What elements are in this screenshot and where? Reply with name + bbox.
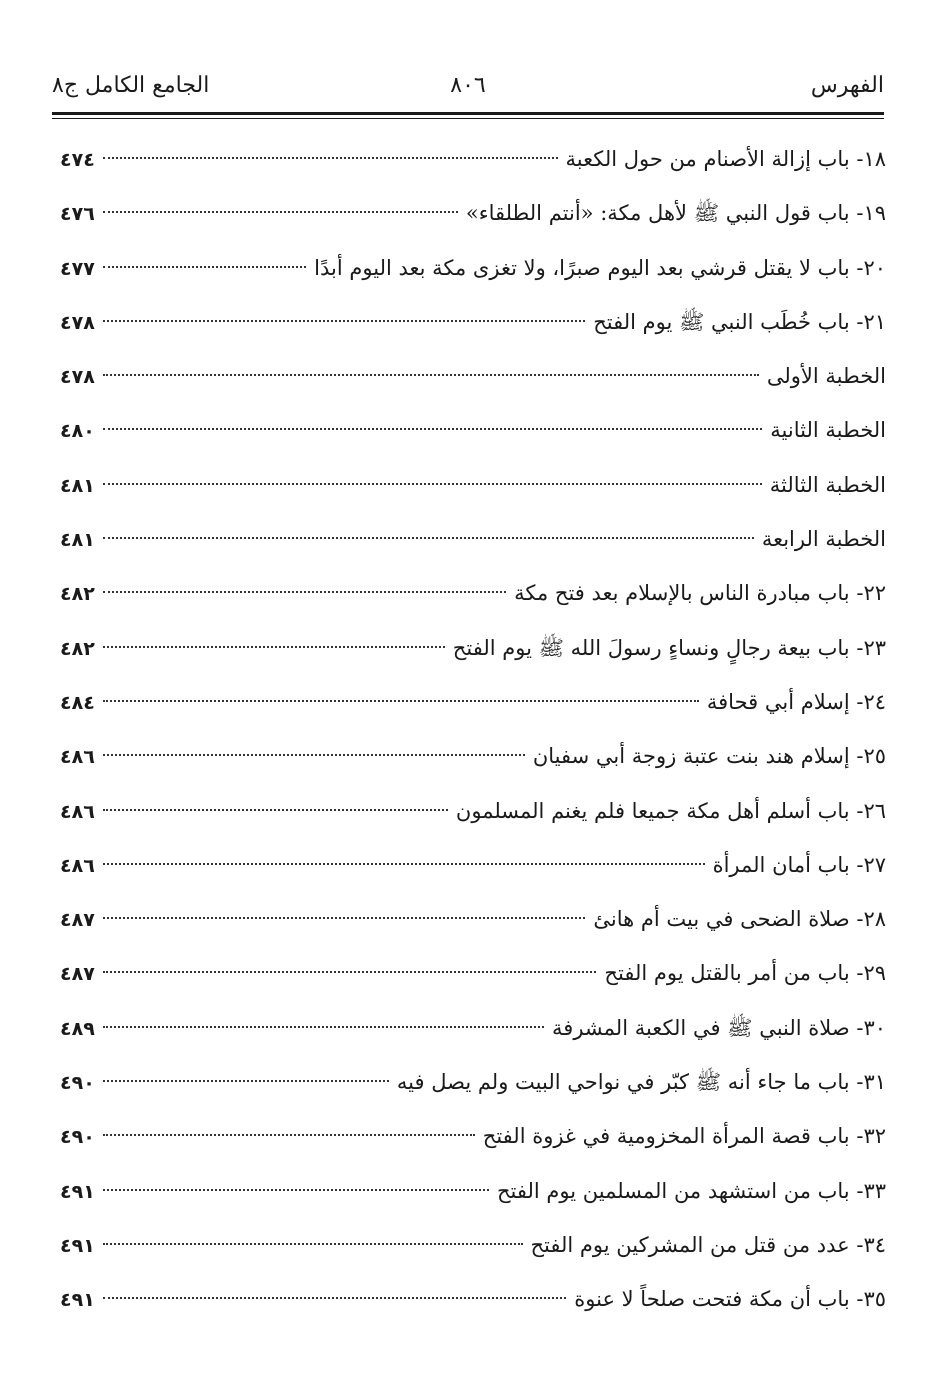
toc-entry (60, 838, 886, 892)
dot-leader (103, 483, 762, 485)
toc-entry (60, 1164, 886, 1218)
header-rule-thin (52, 118, 884, 119)
dot-leader (103, 971, 597, 973)
toc-entry-title: ٣١- باب ما جاء أنه ﷺ كبّر في نواحي البيت ولم يصل فيه (396, 1070, 886, 1095)
toc-entry (60, 186, 886, 240)
toc-entry-title: الخطبة الثالثة (769, 472, 886, 497)
page-header (52, 66, 884, 106)
dot-leader (103, 591, 506, 593)
toc-entry-page: ٤٩٠ (60, 1126, 95, 1149)
dot-leader (103, 320, 585, 322)
toc-entry-page: ٤٨٦ (60, 800, 95, 823)
toc-entry-page: ٤٨٦ (60, 854, 95, 877)
toc-entry-page: ٤٨٤ (60, 691, 95, 714)
dot-leader (103, 266, 306, 268)
toc-entry-page: ٤٧٨ (60, 366, 95, 389)
toc-entry-page: ٤٩١ (60, 1180, 95, 1203)
toc-entry-page: ٤٨٧ (60, 963, 95, 986)
book-title: الجامع الكامل ج٨ (52, 73, 210, 98)
dot-leader (103, 754, 525, 756)
toc-entry (60, 132, 886, 186)
toc-entry-title: ٣٥- باب أن مكة فتحت صلحاً لا عنوة (574, 1287, 886, 1312)
dot-leader (103, 1026, 544, 1028)
header-rule-thick (52, 112, 884, 115)
toc-entry-page: ٤٧٨ (60, 311, 95, 334)
toc-entry-page: ٤٨٢ (60, 583, 95, 606)
toc-entry-page: ٤٨٠ (60, 420, 95, 443)
toc-entry (60, 403, 886, 457)
toc-entry-title: ٢٧- باب أمان المرأة (712, 852, 886, 877)
toc-entry-page: ٤٨١ (60, 474, 95, 497)
toc-entry-title: ٣٢- باب قصة المرأة المخزومية في غزوة الفتح (482, 1124, 886, 1149)
toc-entry (60, 729, 886, 783)
toc-entry-page: ٤٨٩ (60, 1017, 95, 1040)
toc-entry (60, 512, 886, 566)
toc-entry (60, 458, 886, 512)
toc-entry-title: ٢٣- باب بيعة رجالٍ ونساءٍ رسولَ الله ﷺ يوم الفتح (452, 635, 886, 660)
toc-entry-page: ٤٩١ (60, 1289, 95, 1312)
toc-entry-title: الخطبة الرابعة (761, 527, 886, 552)
toc-entry (60, 784, 886, 838)
toc-entry (60, 241, 886, 295)
dot-leader (103, 1243, 523, 1245)
toc-entry-page: ٤٨٧ (60, 909, 95, 932)
dot-leader (103, 917, 586, 919)
dot-leader (103, 374, 759, 376)
toc-entry (60, 675, 886, 729)
toc-entry-page: ٤٩١ (60, 1234, 95, 1257)
dot-leader (103, 700, 699, 702)
toc-entry (60, 295, 886, 349)
dot-leader (103, 863, 705, 865)
dot-leader (103, 1189, 489, 1191)
toc-entry-title: ١٨- باب إزالة الأصنام من حول الكعبة (565, 147, 886, 171)
toc-entry-page: ٤٧٤ (60, 149, 95, 171)
table-of-contents (60, 132, 886, 1327)
dot-leader (103, 211, 458, 213)
toc-entry-title: ٣٤- عدد من قتل من المشركين يوم الفتح (530, 1232, 886, 1257)
section-title: الفهرس (810, 73, 884, 98)
toc-entry-page: ٤٨٢ (60, 637, 95, 660)
toc-entry (60, 946, 886, 1000)
toc-entry-page: ٤٩٠ (60, 1072, 95, 1095)
dot-leader (103, 809, 448, 811)
toc-entry (60, 566, 886, 620)
toc-entry-title: ٢٦- باب أسلم أهل مكة جميعا فلم يغنم المسلمون (455, 798, 886, 823)
dot-leader (103, 1297, 566, 1299)
toc-entry-title: ٢٨- صلاة الضحى في بيت أم هانئ (593, 907, 886, 932)
dot-leader (103, 646, 445, 648)
toc-entry-title: ٢٤- إسلام أبي قحافة (706, 689, 886, 714)
toc-entry-page: ٤٨٦ (60, 746, 95, 769)
toc-entry-title: ٣٣- باب من استشهد من المسلمين يوم الفتح (496, 1178, 886, 1203)
dot-leader (103, 428, 763, 430)
toc-entry-title: الخطبة الثانية (770, 418, 886, 443)
toc-entry-page: ٤٨١ (60, 529, 95, 552)
dot-leader (103, 537, 754, 539)
toc-entry (60, 1109, 886, 1163)
toc-entry-page: ٤٧٧ (60, 257, 95, 280)
page-number: ٨٠٦ (450, 73, 486, 98)
dot-leader (103, 1080, 389, 1082)
toc-entry-title: ١٩- باب قول النبي ﷺ لأهل مكة: «أنتم الطلقاء» (465, 201, 886, 226)
toc-entry (60, 892, 886, 946)
toc-entry (60, 349, 886, 403)
toc-entry (60, 1055, 886, 1109)
toc-entry-page: ٤٧٦ (60, 203, 95, 226)
toc-entry (60, 1001, 886, 1055)
toc-entry-title: ٢٥- إسلام هند بنت عتبة زوجة أبي سفيان (532, 744, 886, 769)
dot-leader (103, 1134, 475, 1136)
toc-entry (60, 1218, 886, 1272)
toc-entry-title: ٢٠- باب لا يقتل قرشي بعد اليوم صبرًا، ولا تغزى مكة بعد اليوم أبدًا (314, 255, 886, 280)
toc-entry-title: ٣٠- صلاة النبي ﷺ في الكعبة المشرفة (552, 1015, 886, 1040)
toc-entry-title: ٢٩- باب من أمر بالقتل يوم الفتح (604, 961, 886, 986)
toc-entry-title: الخطبة الأولى (766, 364, 886, 389)
toc-entry-title: ٢٢- باب مبادرة الناس بالإسلام بعد فتح مكة (514, 581, 886, 606)
toc-entry (60, 621, 886, 675)
toc-entry (60, 1272, 886, 1326)
dot-leader (103, 157, 558, 159)
toc-entry-title: ٢١- باب خُطَب النبي ﷺ يوم الفتح (593, 309, 886, 334)
